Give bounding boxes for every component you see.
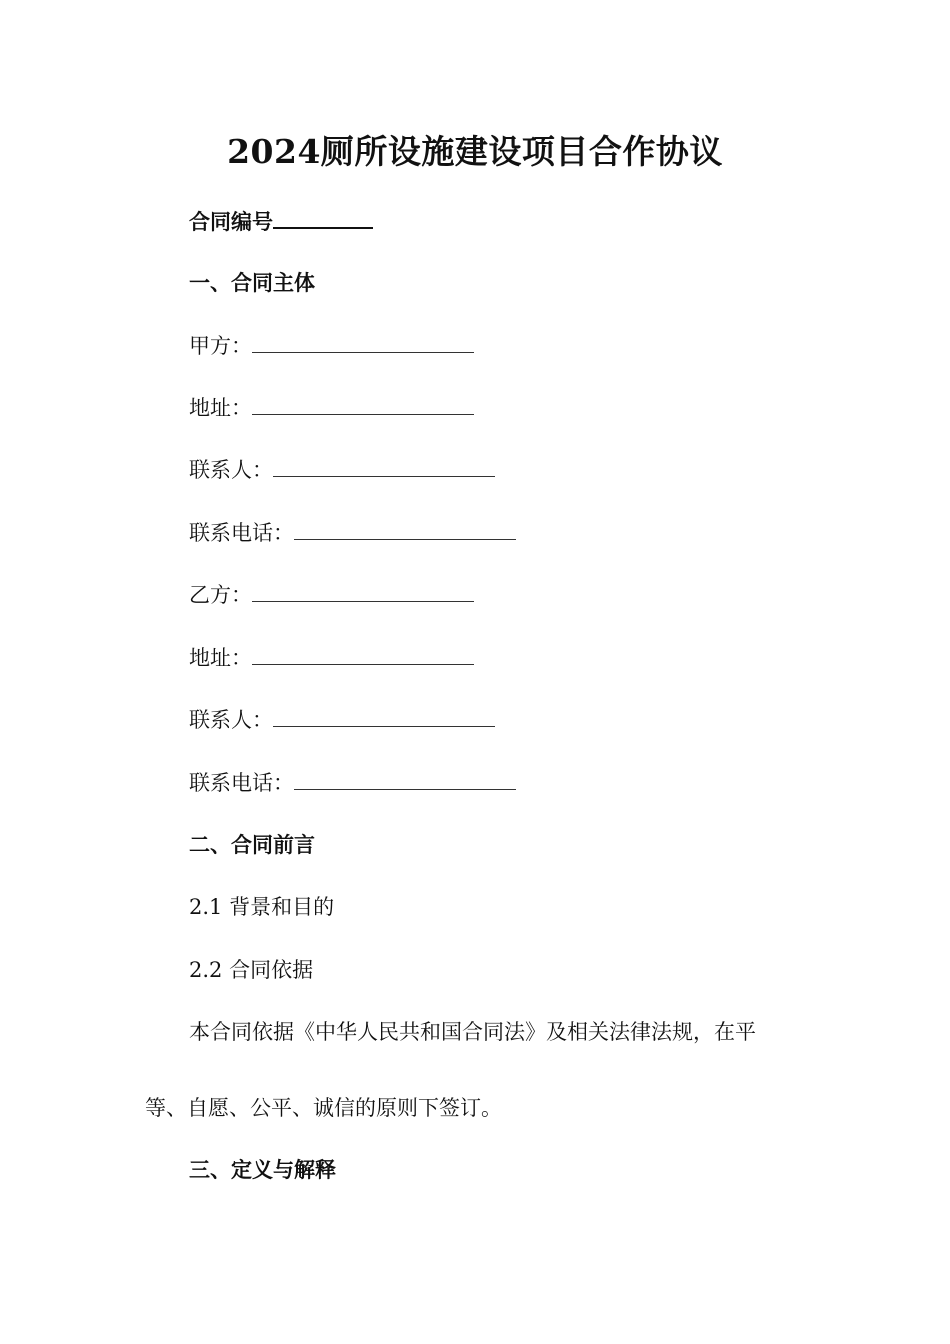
item-2-1: 2.1 背景和目的: [189, 895, 335, 919]
party-b-blank: [252, 581, 474, 602]
party-a-phone-label: 联系电话：: [189, 521, 294, 545]
party-b-address-label: 地址：: [189, 646, 252, 670]
party-b-phone-label: 联系电话：: [189, 771, 294, 795]
party-b-address-blank: [252, 644, 474, 665]
contract-number-line: [189, 205, 373, 237]
party-b-line: [189, 580, 474, 610]
party-a-phone-blank: [294, 519, 516, 540]
contract-number-label: 合同编号: [189, 209, 273, 234]
contract-number-blank: [273, 205, 373, 229]
party-a-blank: [252, 332, 474, 353]
paragraph-line-2: 等、自愿、公平、诚信的原则下签订。: [145, 1096, 502, 1120]
party-b-address-line: [189, 643, 474, 673]
party-b-phone-line: [189, 768, 516, 798]
party-b-contact-label: 联系人：: [189, 708, 273, 732]
document-title: 2024厕所设施建设项目合作协议: [227, 132, 723, 171]
party-a-address-line: [189, 393, 474, 423]
party-a-address-label: 地址：: [189, 396, 252, 420]
paragraph-line-1: 本合同依据《中华人民共和国合同法》及相关法律法规，在平: [189, 1020, 756, 1044]
section-3-heading: 三、定义与解释: [189, 1157, 336, 1182]
party-a-line: [189, 331, 474, 361]
party-b-contact-line: [189, 705, 495, 735]
party-a-phone-line: [189, 518, 516, 548]
party-a-contact-line: [189, 455, 495, 485]
party-a-contact-blank: [273, 456, 495, 477]
party-a-contact-label: 联系人：: [189, 458, 273, 482]
party-a-address-blank: [252, 394, 474, 415]
party-a-label: 甲方：: [189, 334, 252, 358]
party-b-label: 乙方：: [189, 583, 252, 607]
section-1-heading: 一、合同主体: [189, 270, 315, 295]
item-2-2: 2.2 合同依据: [189, 958, 314, 982]
party-b-contact-blank: [273, 706, 495, 727]
party-b-phone-blank: [294, 769, 516, 790]
section-2-heading: 二、合同前言: [189, 832, 315, 857]
